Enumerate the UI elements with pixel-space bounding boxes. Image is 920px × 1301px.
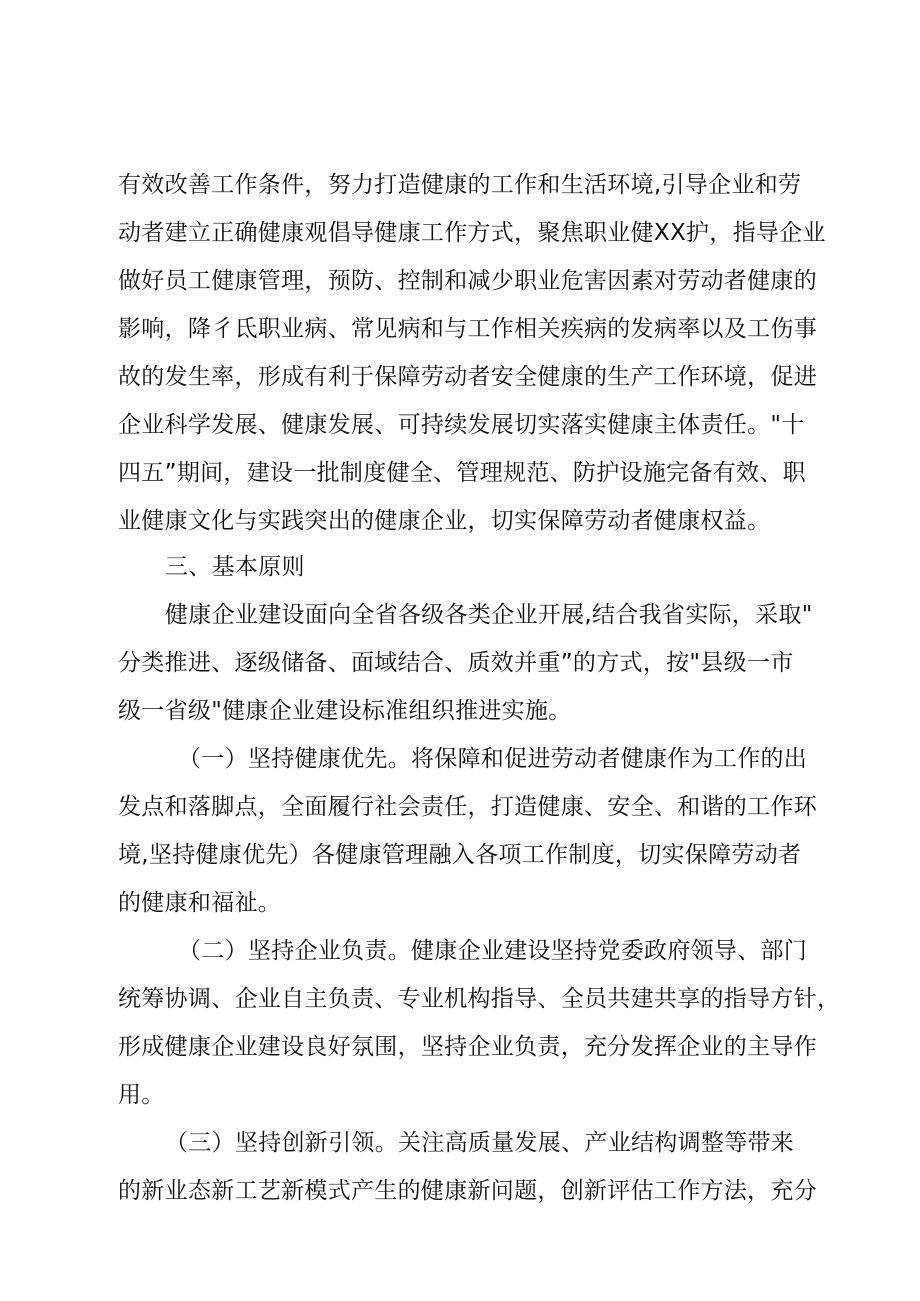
principle-heading-line: （三）坚持创新引领。关注高质量发展、产业结构调整等带来 — [165, 1130, 795, 1156]
principle-heading-line: （二）坚持企业负责。健康企业建设坚持党委政府领导、部门 — [178, 938, 808, 964]
paragraph-line: 做好员工健康管理，预防、控制和减少职业危害因素对劳动者健康的 — [118, 268, 817, 294]
paragraph-line: 业健康文化与实践突出的健康企业，切实保障劳动者健康权益。 — [118, 508, 771, 534]
paragraph-line: 统筹协调、企业自主负责、专业机构指导、全员共建共享的指导方针， — [118, 986, 841, 1012]
paragraph-line: 动者建立正确健康观倡导健康工作方式，聚焦职业健XX护，指导企业 — [118, 220, 826, 246]
paragraph-line: 形成健康企业建设良好氛围，坚持企业负责，充分发挥企业的主导作 — [118, 1034, 817, 1060]
section-heading: 三、基本原则 — [165, 554, 305, 580]
paragraph-line: 的健康和福祉。 — [118, 890, 282, 916]
paragraph-line: 影响，降彳氐职业病、常见病和与工作相关疾病的发病率以及工伤事 — [118, 316, 817, 342]
paragraph-line: 发点和落脚点，全面履行社会责任，打造健康、安全、和谐的工作环 — [118, 794, 817, 820]
paragraph-line: 用。 — [118, 1082, 165, 1108]
paragraph-line: 分类推进、逐级储备、面域结合、质效并重”的方式，按"县级一市 — [118, 650, 794, 676]
paragraph-line: 四五”期间，建设一批制度健全、管理规范、防护设施完备有效、职 — [118, 460, 806, 486]
paragraph-line: 境,坚持健康优先）各健康管理融入各项工作制度，切实保障劳动者 — [118, 842, 802, 868]
paragraph-line: 企业科学发展、健康发展、可持续发展切实落实健康主体责任。"十 — [118, 412, 805, 438]
paragraph-line: 有效改善工作条件，努力打造健康的工作和生活环境,引导企业和劳 — [118, 172, 802, 198]
principle-heading-line: （一）坚持健康优先。将保障和促进劳动者健康作为工作的出 — [178, 746, 808, 772]
paragraph-line: 级一省级"健康企业建设标准组织推进实施。 — [118, 698, 572, 724]
paragraph-line: 的新业态新工艺新模式产生的健康新问题，创新评估工作方法，充分 — [118, 1178, 817, 1204]
paragraph-line: 健康企业建设面向全省各级各类企业开展,结合我省实际，采取" — [165, 602, 813, 628]
paragraph-line: 故的发生率，形成有利于保障劳动者安全健康的生产工作环境，促进 — [118, 364, 817, 390]
